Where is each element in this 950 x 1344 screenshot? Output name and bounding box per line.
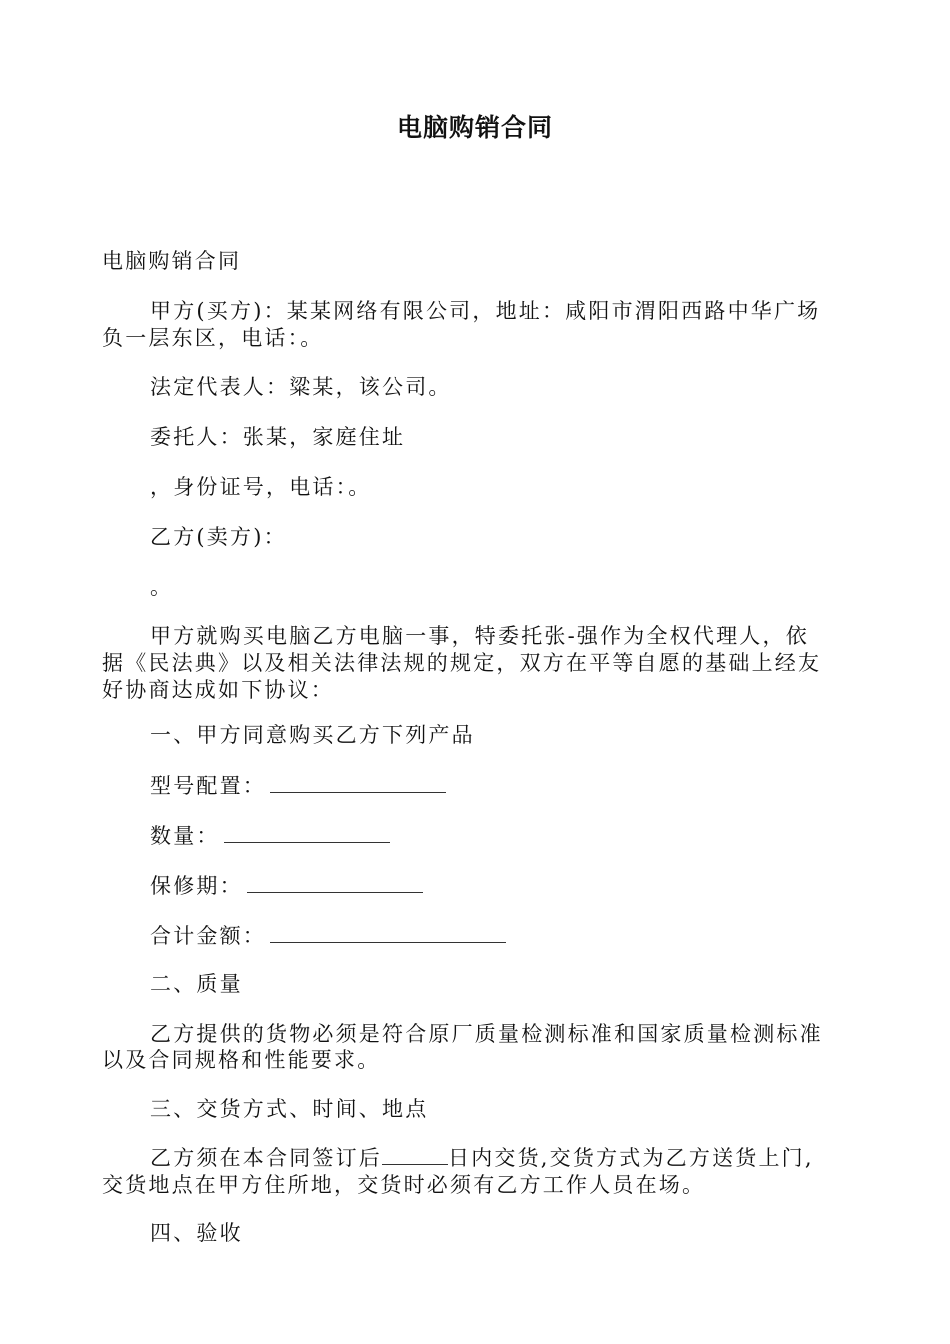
section-2-heading: 二、质量 [150,972,243,996]
field-total [150,920,910,951]
intro-line-1: 甲方就购买电脑乙方电脑一事，特委托张-强作为全权代理人，依 [150,624,809,648]
field-model-label: 型号配置： [150,774,266,798]
field-model-blank [270,770,446,793]
field-model [150,770,910,801]
intro-line-3: 好协商达成如下协议： [102,678,334,702]
field-quantity-label: 数量： [150,824,220,848]
party-b-end: 。 [150,575,174,599]
intro-line-2: 据《民法典》以及相关法律法规的规定，双方在平等自愿的基础上经友 [102,651,822,675]
document-subtitle: 电脑购销合同 [102,249,242,273]
section-4-heading: 四、验收 [150,1221,243,1245]
field-quantity [150,820,910,851]
party-a-line-1: 甲方(买方)：某某网络有限公司，地址：咸阳市渭阳西路中华广场 [150,299,821,323]
delivery-line-1 [150,1143,910,1173]
delivery-line-1-pre: 乙方须在本合同签订后 [150,1146,382,1170]
legal-representative: 法定代表人：粱某，该公司。 [150,375,452,399]
party-a-line-2: 负一层东区，电话：。 [102,326,324,350]
field-warranty-label: 保修期： [150,874,243,898]
party-b: 乙方(卖方)： [150,525,287,549]
delivery-line-1-post: 日内交货,交货方式为乙方送货上门, [448,1146,814,1170]
agent-line-1: 委托人：张某，家庭住址 [150,425,406,449]
field-total-blank [270,920,506,943]
quality-line-1: 乙方提供的货物必须是符合原厂质量检测标准和国家质量检测标准 [150,1022,823,1046]
delivery-line-2: 交货地点在甲方住所地，交货时必须有乙方工作人员在场。 [102,1173,706,1197]
delivery-days-blank [382,1144,448,1165]
section-1-heading: 一、甲方同意购买乙方下列产品 [150,723,475,747]
field-quantity-blank [224,820,390,843]
field-total-label: 合计金额： [150,924,266,948]
field-warranty [150,870,910,901]
field-warranty-blank [247,870,423,893]
document-title: 电脑购销合同 [396,113,553,142]
agent-line-2: ，身份证号，电话：。 [150,475,372,499]
section-3-heading: 三、交货方式、时间、地点 [150,1097,429,1121]
quality-line-2: 以及合同规格和性能要求。 [102,1048,381,1072]
